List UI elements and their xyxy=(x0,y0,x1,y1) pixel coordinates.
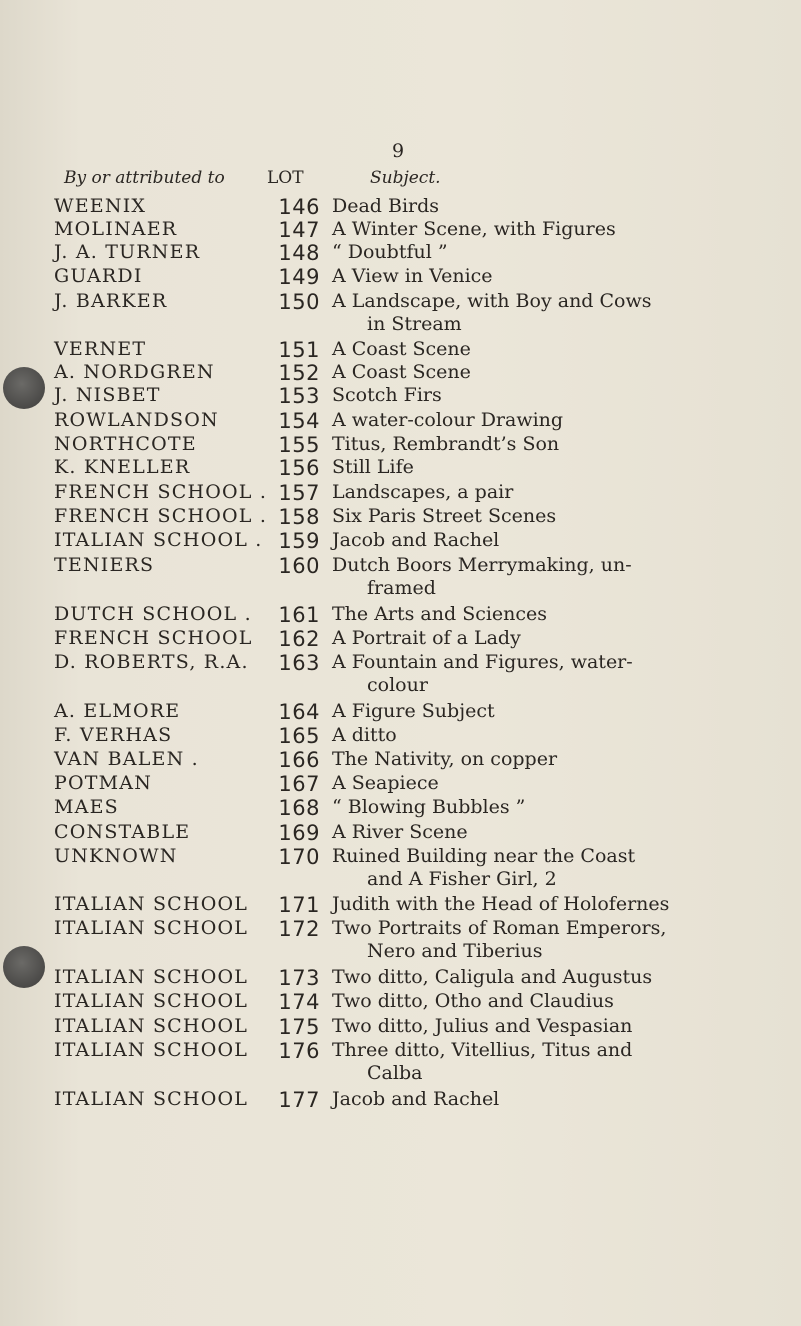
subject-text xyxy=(332,651,787,697)
lot-number: 153 xyxy=(278,384,320,408)
artist-name: A. ELMORE xyxy=(54,700,181,722)
artist-name: D. ROBERTS, R.A. xyxy=(54,651,249,673)
subject-line: Jacob and Rachel xyxy=(332,1088,500,1110)
artist-name: UNKNOWN xyxy=(54,845,178,867)
lot-number: 160 xyxy=(278,554,320,578)
artist-name: VAN BALEN . xyxy=(54,748,199,770)
column-header-artist: By or attributed to xyxy=(64,168,225,188)
artist-name: TENIERS xyxy=(54,554,155,576)
subject-line: A River Scene xyxy=(332,821,468,843)
subject-text xyxy=(332,990,787,1013)
subject-line: Two ditto, Julius and Vespasian xyxy=(332,1015,633,1037)
subject-text xyxy=(332,195,787,218)
lot-number: 164 xyxy=(278,700,320,724)
subject-line: A Winter Scene, with Figures xyxy=(332,218,616,240)
artist-name: VERNET xyxy=(54,338,147,360)
artist-name: ITALIAN SCHOOL xyxy=(54,966,249,988)
subject-line: Landscapes, a pair xyxy=(332,481,514,503)
artist-name: POTMAN xyxy=(54,772,153,794)
lot-number: 170 xyxy=(278,845,320,869)
subject-line: Dutch Boors Merrymaking, un- xyxy=(332,554,632,576)
subject-text xyxy=(332,724,787,747)
lot-number: 154 xyxy=(278,409,320,433)
subject-text xyxy=(332,772,787,795)
subject-line: Titus, Rembrandt’s Son xyxy=(332,433,560,455)
subject-continuation: framed xyxy=(367,577,436,599)
lot-number: 146 xyxy=(278,195,320,219)
subject-line: Scotch Firs xyxy=(332,384,442,406)
subject-continuation: and A Fisher Girl, 2 xyxy=(367,868,557,890)
subject-text xyxy=(332,290,787,336)
artist-name: K. KNELLER xyxy=(54,456,191,478)
lot-number: 168 xyxy=(278,796,320,820)
artist-name: NORTHCOTE xyxy=(54,433,197,455)
subject-text xyxy=(332,845,787,891)
lot-number: 158 xyxy=(278,505,320,529)
subject-text xyxy=(332,384,787,407)
subject-line: A Figure Subject xyxy=(332,700,495,722)
artist-name: ROWLANDSON xyxy=(54,409,219,431)
subject-line: Two Portraits of Roman Emperors, xyxy=(332,917,667,939)
lot-number: 173 xyxy=(278,966,320,990)
subject-line: Six Paris Street Scenes xyxy=(332,505,557,527)
subject-line: A Seapiece xyxy=(332,772,439,794)
subject-line: A Portrait of a Lady xyxy=(332,627,521,649)
subject-line: The Arts and Sciences xyxy=(332,603,548,625)
lot-number: 174 xyxy=(278,990,320,1014)
subject-text xyxy=(332,241,787,264)
lot-number: 176 xyxy=(278,1039,320,1063)
subject-line: Still Life xyxy=(332,456,414,478)
subject-line: A ditto xyxy=(332,724,397,746)
lot-number: 162 xyxy=(278,627,320,651)
lot-number: 151 xyxy=(278,338,320,362)
artist-name: F. VERHAS xyxy=(54,724,173,746)
artist-name: ITALIAN SCHOOL xyxy=(54,1039,249,1061)
subject-line: The Nativity, on copper xyxy=(332,748,558,770)
artist-name: J. A. TURNER xyxy=(54,241,201,263)
subject-text xyxy=(332,821,787,844)
subject-line: Jacob and Rachel xyxy=(332,529,500,551)
lot-number: 166 xyxy=(278,748,320,772)
subject-line: “ Blowing Bubbles ” xyxy=(332,796,526,818)
subject-text xyxy=(332,265,787,288)
lot-number: 155 xyxy=(278,433,320,457)
lot-number: 161 xyxy=(278,603,320,627)
subject-text xyxy=(332,409,787,432)
subject-continuation: colour xyxy=(367,674,428,696)
subject-text xyxy=(332,218,787,241)
subject-continuation: Calba xyxy=(367,1062,423,1084)
punch-hole xyxy=(3,946,45,988)
subject-text xyxy=(332,433,787,456)
lot-number: 177 xyxy=(278,1088,320,1112)
artist-name: ITALIAN SCHOOL xyxy=(54,1015,249,1037)
artist-name: FRENCH SCHOOL xyxy=(54,627,253,649)
subject-line: A water-colour Drawing xyxy=(332,409,564,431)
lot-number: 152 xyxy=(278,361,320,385)
lot-number: 150 xyxy=(278,290,320,314)
subject-line: “ Doubtful ” xyxy=(332,241,448,263)
artist-name: ITALIAN SCHOOL xyxy=(54,990,249,1012)
lot-number: 149 xyxy=(278,265,320,289)
artist-name: ITALIAN SCHOOL . xyxy=(54,529,263,551)
artist-name: GUARDI xyxy=(54,265,143,287)
page-number: 9 xyxy=(391,140,405,162)
lot-number: 159 xyxy=(278,529,320,553)
punch-hole xyxy=(3,367,45,409)
artist-name: MAES xyxy=(54,796,119,818)
subject-line: Ruined Building near the Coast xyxy=(332,845,636,867)
lot-number: 165 xyxy=(278,724,320,748)
lot-number: 172 xyxy=(278,917,320,941)
subject-line: A Fountain and Figures, water- xyxy=(332,651,633,673)
subject-line: Three ditto, Vitellius, Titus and xyxy=(332,1039,633,1061)
subject-text xyxy=(332,966,787,989)
subject-continuation: in Stream xyxy=(367,313,462,335)
subject-text xyxy=(332,893,787,916)
artist-name: ITALIAN SCHOOL xyxy=(54,893,249,915)
subject-text xyxy=(332,603,787,626)
lot-number: 163 xyxy=(278,651,320,675)
artist-name: FRENCH SCHOOL . xyxy=(54,505,268,527)
subject-line: Two ditto, Otho and Claudius xyxy=(332,990,614,1012)
subject-line: Judith with the Head of Holofernes xyxy=(332,893,670,915)
subject-text xyxy=(332,338,787,361)
artist-name: CONSTABLE xyxy=(54,821,191,843)
subject-text xyxy=(332,700,787,723)
artist-name: J. BARKER xyxy=(54,290,168,312)
lot-number: 157 xyxy=(278,481,320,505)
artist-name: J. NISBET xyxy=(54,384,161,406)
artist-name: ITALIAN SCHOOL xyxy=(54,1088,249,1110)
artist-name: DUTCH SCHOOL . xyxy=(54,603,252,625)
subject-text xyxy=(332,1015,787,1038)
subject-continuation: Nero and Tiberius xyxy=(367,940,543,962)
subject-text xyxy=(332,529,787,552)
artist-name: WEENIX xyxy=(54,195,147,217)
subject-text xyxy=(332,1039,787,1085)
artist-name: MOLINAER xyxy=(54,218,178,240)
column-header-lot: LOT xyxy=(267,168,304,188)
subject-text xyxy=(332,917,787,963)
subject-line: Two ditto, Caligula and Augustus xyxy=(332,966,653,988)
artist-name: A. NORDGREN xyxy=(54,361,215,383)
lot-number: 171 xyxy=(278,893,320,917)
column-header-subject: Subject. xyxy=(370,168,441,188)
lot-number: 156 xyxy=(278,456,320,480)
lot-number: 167 xyxy=(278,772,320,796)
subject-text xyxy=(332,748,787,771)
subject-text xyxy=(332,481,787,504)
lot-number: 175 xyxy=(278,1015,320,1039)
subject-line: A Coast Scene xyxy=(332,338,471,360)
subject-text xyxy=(332,456,787,479)
subject-text xyxy=(332,796,787,819)
lot-number: 147 xyxy=(278,218,320,242)
subject-line: Dead Birds xyxy=(332,195,440,217)
lot-number: 148 xyxy=(278,241,320,265)
subject-line: A Coast Scene xyxy=(332,361,471,383)
subject-text xyxy=(332,554,787,600)
subject-line: A Landscape, with Boy and Cows xyxy=(332,290,652,312)
artist-name: ITALIAN SCHOOL xyxy=(54,917,249,939)
subject-line: A View in Venice xyxy=(332,265,493,287)
subject-text xyxy=(332,505,787,528)
artist-name: FRENCH SCHOOL . xyxy=(54,481,268,503)
subject-text xyxy=(332,361,787,384)
lot-number: 169 xyxy=(278,821,320,845)
subject-text xyxy=(332,627,787,650)
subject-text xyxy=(332,1088,787,1111)
